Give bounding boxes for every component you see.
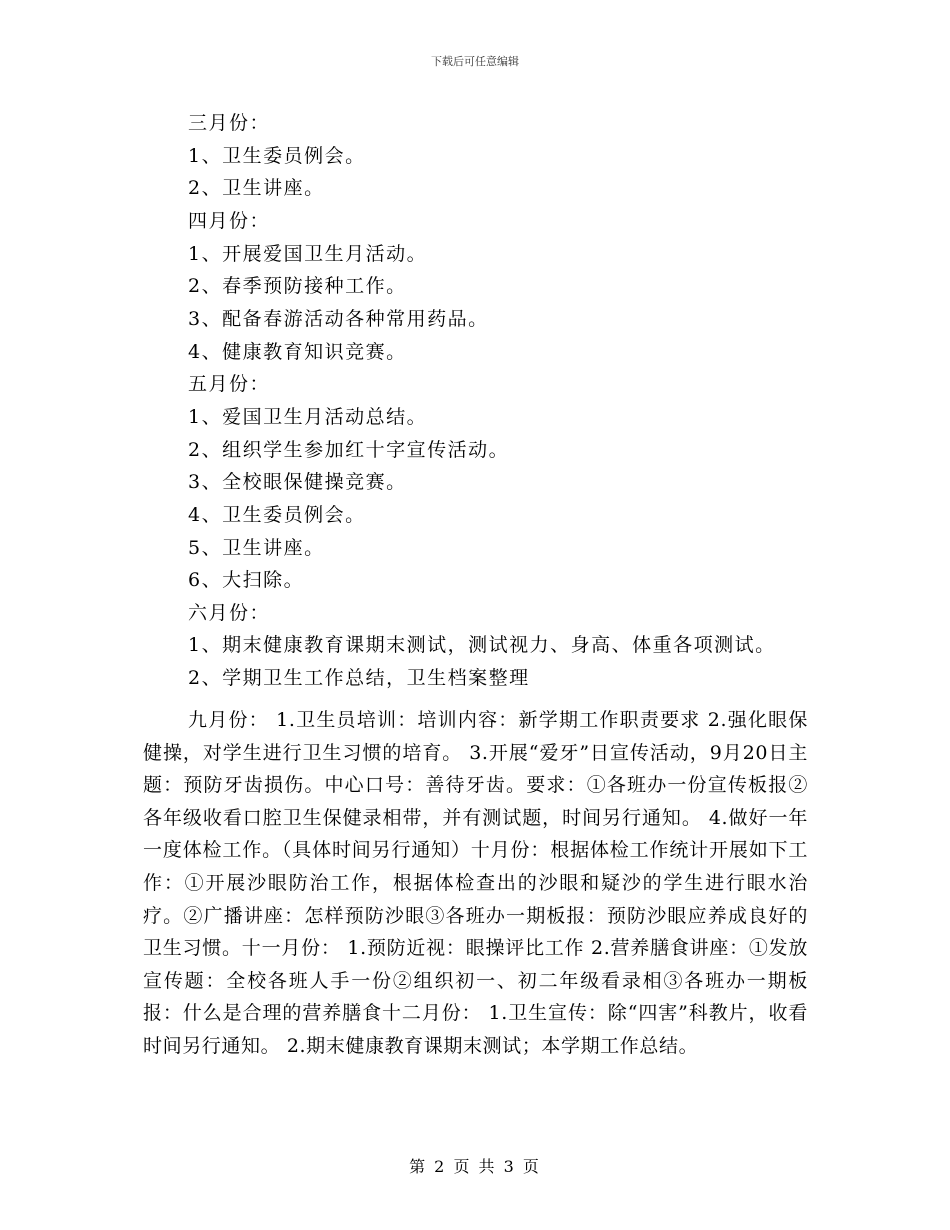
list-item: 1、开展爱国卫生月活动。 (188, 243, 428, 265)
list-item: 2、卫生讲座。 (188, 177, 325, 199)
list-item: 6、大扫除。 (188, 569, 305, 591)
list-item: 4、卫生委员例会。 (188, 504, 366, 526)
list-item: 3、配备春游活动各种常用药品。 (188, 308, 489, 330)
list-item: 1、爱国卫生月活动总结。 (188, 406, 428, 428)
list-item: 5、卫生讲座。 (188, 537, 325, 559)
page-number: 第 2 页 共 3 页 (409, 1157, 541, 1176)
month-heading-march: 三月份： (188, 112, 271, 134)
list-item: 2、组织学生参加红十字宣传活动。 (188, 439, 510, 461)
page-header-note: 下载后可任意编辑 (431, 55, 519, 68)
month-heading-may: 五月份： (188, 373, 271, 395)
list-item: 1、卫生委员例会。 (188, 145, 366, 167)
month-heading-june: 六月份： (188, 602, 271, 624)
list-item: 2、春季预防接种工作。 (188, 275, 407, 297)
autumn-plan-paragraph: 九月份： 1.卫生员培训：培训内容：新学期工作职责要求 2.强化眼保健操，对学生进行卫生习惯的培育。 3.开展“爱牙”日宣传活动，9月20日主题：预防牙齿损伤。中心口号：善待牙齿。要求：①各班办一份宣传板报②各年级收看口腔卫生保健录相带，并有测试题，时间另行通知。 4.做好一年一度体检工作。（具体时间另行通知）十月份：根据体检工作统计开展如下工作：①开展沙眼防治工作，根据体检查出的沙眼和疑沙的学生进行眼水治疗。②广播讲座：怎样预防沙眼③各班办一期板报：预防沙眼应养成良好的卫生习惯。十一月份： 1.预防近视：眼操评比工作 2.营养膳食讲座：①发放宣传题：全校各班人手一份②组织初一、初二年级看录相③各班办一期板报：什么是合理的营养膳食十二月份： 1.卫生宣传：除“四害”科教片，收看时间另行通知。 2.期末健康教育课期末测试；本学期工作总结。 (143, 709, 808, 1057)
list-item: 4、健康教育知识竞赛。 (188, 341, 407, 363)
month-heading-april: 四月份： (188, 210, 271, 232)
list-item: 3、全校眼保健操竞赛。 (188, 471, 407, 493)
list-item: 2、学期卫生工作总结，卫生档案整理 (188, 667, 530, 689)
list-item: 1、期末健康教育课期末测试，测试视力、身高、体重各项测试。 (188, 634, 776, 656)
